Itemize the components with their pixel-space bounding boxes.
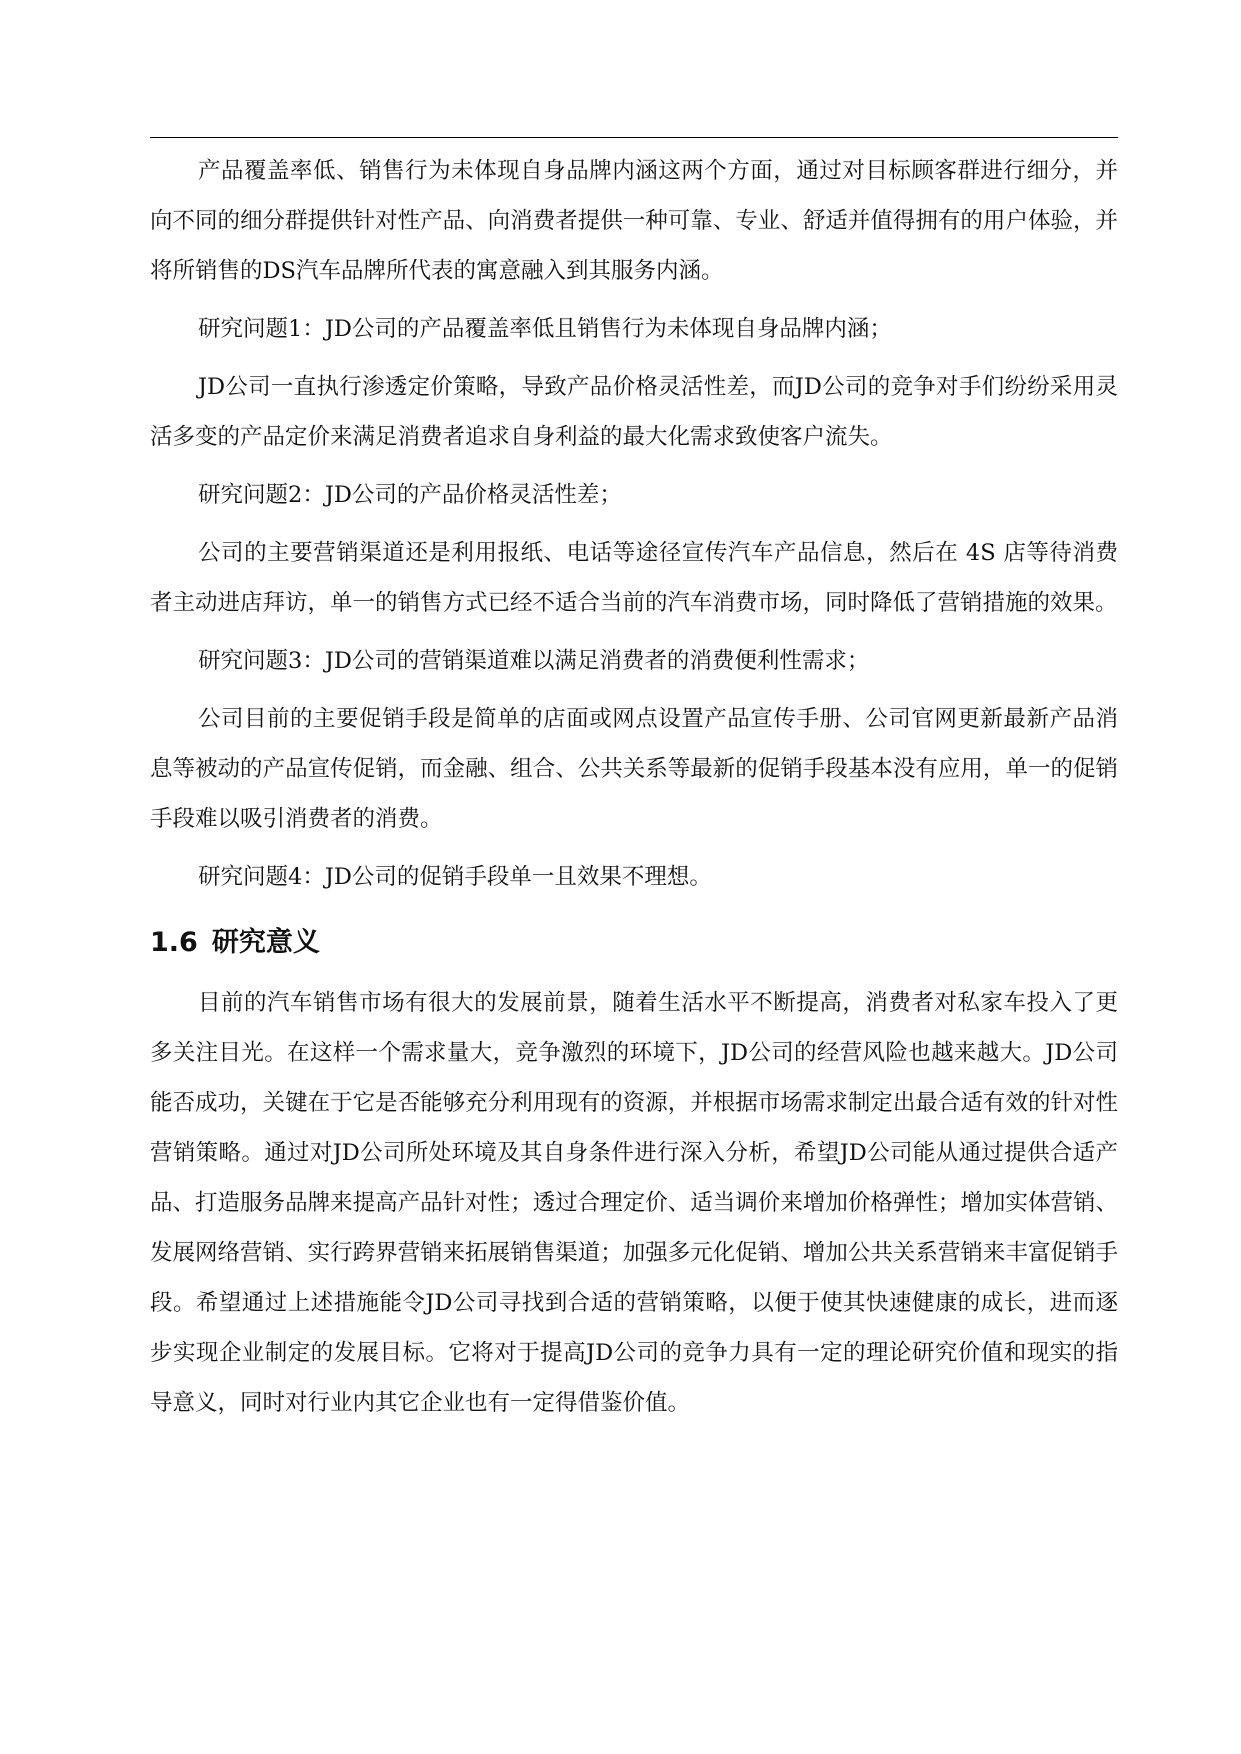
paragraph-research-significance: 目前的汽车销售市场有很大的发展前景，随着生活水平不断提高，消费者对私家车投入了更多关注目光。在这样一个需求量大，竞争激烈的环境下，JD公司的经营风险也越来越大。JD公司能否成功，关键在于它是否能够充分利用现有的资源，并根据市场需求制定出最合适有效的针对性营销策略。通过对JD公司所处环境及其自身条件进行深入分析，希望JD公司能从通过提供合适产品、打造服务品牌来提高产品针对性；透过合理定价、适当调价来增加价格弹性；增加实体营销、发展网络营销、实行跨界营销来拓展销售渠道；加强多元化促销、增加公共关系营销来丰富促销手段。希望通过上述措施能令JD公司寻找到合适的营销策略，以便于使其快速健康的成长，进而逐步实现企业制定的发展目标。它将对于提高JD公司的竞争力具有一定的理论研究价值和现实的指导意义，同时对行业内其它企业也有一定得借鉴价值。: [150, 990, 1118, 1416]
research-question-1: 研究问题1：JD公司的产品覆盖率低且销售行为未体现自身品牌内涵；: [198, 316, 892, 342]
section-number: 1.6: [150, 927, 198, 958]
paragraph-promotion-methods: 公司目前的主要促销手段是简单的店面或网点设置产品宣传手册、公司官网更新最新产品消息等被动的产品宣传促销，而金融、组合、公共关系等最新的促销手段基本没有应用，单一的促销手段难以吸引消费者的消费。: [150, 706, 1118, 832]
page-body: [150, 146, 1118, 1428]
paragraph-marketing-channels: 公司的主要营销渠道还是利用报纸、电话等途径宣传汽车产品信息，然后在 4S 店等待消费者主动进店拜访，单一的销售方式已经不适合当前的汽车消费市场，同时降低了营销措施的效果。: [150, 540, 1118, 616]
header-rule: [150, 137, 1118, 138]
section-title: 研究意义: [211, 927, 320, 958]
research-question-4: 研究问题4：JD公司的促销手段单一且效果不理想。: [198, 864, 712, 890]
paragraph-product-coverage: 产品覆盖率低、销售行为未体现自身品牌内涵这两个方面，通过对目标顾客群进行细分，并向不同的细分群提供针对性产品、向消费者提供一种可靠、专业、舒适并值得拥有的用户体验，并将所销售的DS汽车品牌所代表的寓意融入到其服务内涵。: [150, 158, 1118, 284]
section-heading: [150, 918, 1118, 968]
research-question-2: 研究问题2：JD公司的产品价格灵活性差；: [198, 482, 622, 508]
paragraph-pricing-strategy: JD公司一直执行渗透定价策略，导致产品价格灵活性差，而JD公司的竞争对手们纷纷采用灵活多变的产品定价来满足消费者追求自身利益的最大化需求致使客户流失。: [150, 374, 1118, 450]
research-question-3: 研究问题3：JD公司的营销渠道难以满足消费者的消费便利性需求；: [198, 648, 870, 674]
